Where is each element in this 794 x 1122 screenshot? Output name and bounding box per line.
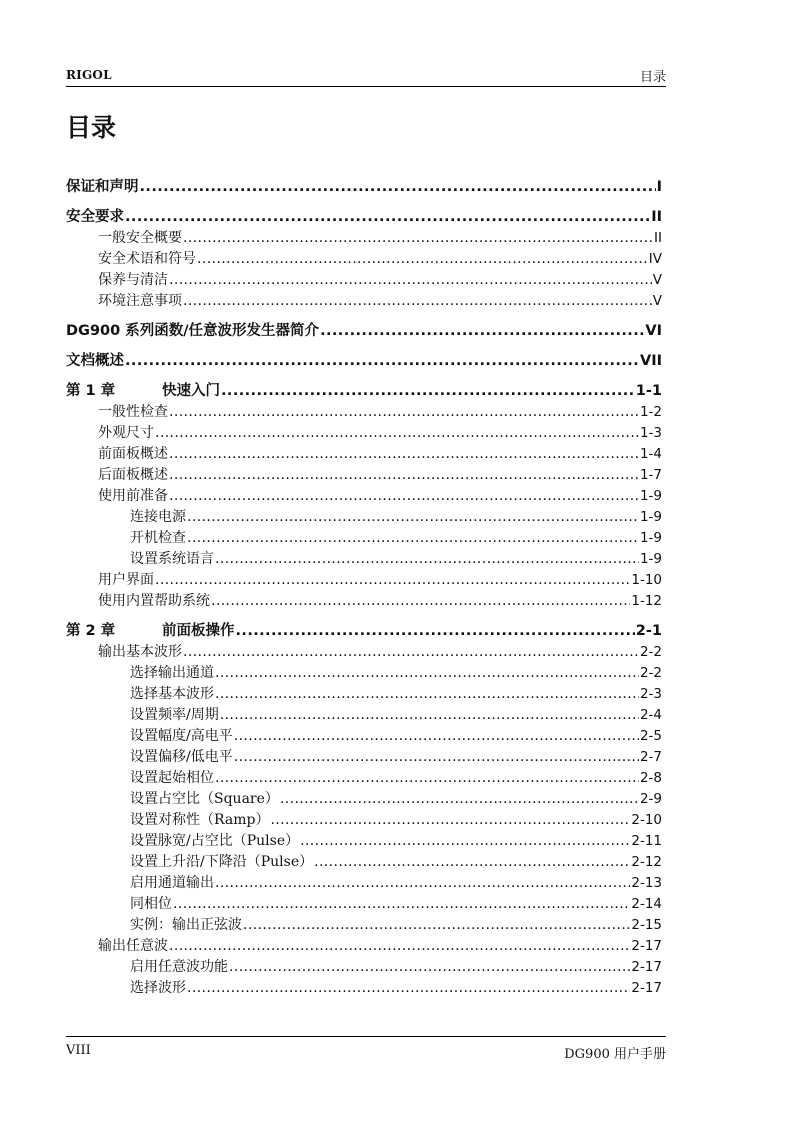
toc-page-number: VI (645, 323, 662, 339)
toc-entry-text: 输出基本波形 (98, 644, 182, 660)
toc-entry-title (130, 507, 186, 528)
toc-entry-safety-terms[interactable] (66, 249, 662, 270)
toc-entry-title (130, 684, 214, 705)
toc-page-number: 2-15 (631, 917, 662, 933)
dot-leader (234, 726, 639, 747)
toc-entry-select-channel[interactable] (66, 663, 662, 684)
toc-chapter-number: 第 2 章 (66, 623, 116, 639)
dot-leader (125, 351, 639, 372)
dot-leader (243, 915, 630, 936)
toc-page-number: 2-9 (639, 791, 662, 807)
toc-entry-prep[interactable] (66, 486, 662, 507)
toc-entry-text: 设置对称性（Ramp） (130, 812, 270, 828)
toc-entry-title (130, 957, 228, 978)
dot-leader (169, 402, 639, 423)
toc-entry-title (98, 423, 154, 444)
toc-page-number: 2-17 (631, 980, 662, 996)
dot-leader (300, 831, 630, 852)
toc-entry-title (98, 936, 168, 957)
toc-page-number: II (654, 230, 662, 246)
toc-entry-text: 保养与清洁 (98, 272, 168, 288)
toc-entry-title (130, 894, 172, 915)
dot-leader (155, 570, 630, 591)
toc-page-number: V (652, 293, 662, 309)
toc-page-number: 1-9 (639, 488, 662, 504)
toc-entry-text: 后面板概述 (98, 467, 168, 483)
toc-entry-warranty[interactable] (66, 177, 662, 198)
toc-entry-text: 安全术语和符号 (98, 251, 196, 267)
toc-entry-language[interactable] (66, 549, 662, 570)
toc-page-number: 1-3 (639, 425, 662, 441)
toc-entry-edges[interactable] (66, 852, 662, 873)
toc-entry-help[interactable] (66, 591, 662, 612)
toc-entry-text: 一般性检查 (98, 404, 168, 420)
toc-entry-title (130, 528, 186, 549)
dot-leader (187, 507, 639, 528)
toc-page-number: 2-5 (639, 728, 662, 744)
toc-entry-text: 文档概述 (66, 353, 124, 369)
dot-leader (187, 528, 639, 549)
footer-page-number: VIII (66, 1043, 91, 1058)
dot-leader (169, 936, 630, 957)
dot-leader (270, 810, 630, 831)
toc-entry-title (98, 249, 196, 270)
toc-entry-text: 连接电源 (130, 509, 186, 525)
dot-leader (197, 249, 648, 270)
toc-page-number: I (656, 179, 662, 195)
toc-entry-text: 设置系统语言 (130, 551, 214, 567)
toc-chapter-number: 第 1 章 (66, 383, 116, 399)
toc-entry-text: 开机检查 (130, 530, 186, 546)
toc-page-number: 2-11 (631, 833, 662, 849)
toc-entry-dimensions[interactable] (66, 423, 662, 444)
dot-leader (280, 789, 639, 810)
toc-entry-title (130, 747, 233, 768)
toc-page-number: 2-14 (631, 896, 662, 912)
toc-entry-title (130, 810, 269, 831)
toc-entry-select-wave[interactable] (66, 978, 662, 999)
toc-entry-text: DG900 系列函数/任意波形发生器简介 (66, 323, 320, 339)
toc-entry-text: 设置占空比（Square） (130, 791, 279, 807)
toc-entry-amp[interactable] (66, 726, 662, 747)
dot-leader (215, 549, 639, 570)
toc-entry-environment[interactable] (66, 291, 662, 312)
toc-page-number: 2-4 (639, 707, 662, 723)
toc-entry-power-on[interactable] (66, 528, 662, 549)
toc-entry-title (66, 621, 235, 642)
toc-entry-safety[interactable] (66, 207, 662, 228)
dot-leader (187, 978, 630, 999)
toc-entry-rear-panel[interactable] (66, 465, 662, 486)
toc-page-number: 2-17 (631, 938, 662, 954)
header-section-label: 目录 (639, 70, 666, 85)
toc-page-number: 1-1 (635, 383, 662, 399)
toc-entry-title (130, 663, 214, 684)
toc-entry-duty-square[interactable] (66, 789, 662, 810)
toc-entry-text: 前面板操作 (162, 623, 235, 639)
toc-entry-title (98, 465, 168, 486)
toc-entry-arb-wave[interactable] (66, 936, 662, 957)
toc-entry-title (98, 570, 154, 591)
dot-leader (236, 621, 635, 642)
toc-entry-title (130, 768, 214, 789)
toc-entry-title (98, 270, 168, 291)
toc-entry-text: 使用内置帮助系统 (98, 593, 210, 609)
toc-entry-text: 同相位 (130, 896, 172, 912)
dot-leader (320, 321, 644, 342)
toc-page-number: 2-8 (639, 770, 662, 786)
toc-entry-basic-wave[interactable] (66, 642, 662, 663)
toc-entry-title (98, 402, 168, 423)
toc-page-number: 2-17 (631, 959, 662, 975)
dot-leader (215, 684, 639, 705)
toc-entry-title (130, 978, 186, 999)
toc-page-number: 1-9 (639, 530, 662, 546)
toc-entry-text: 选择波形 (130, 980, 186, 996)
toc-entry-title (130, 831, 299, 852)
toc-entry-title (66, 321, 319, 342)
toc-entry-text: 安全要求 (66, 209, 124, 225)
toc-entry-select-basic-wave[interactable] (66, 684, 662, 705)
dot-leader (215, 663, 639, 684)
dot-leader (221, 381, 635, 402)
toc-entry-text: 用户界面 (98, 572, 154, 588)
toc-entry-title (66, 207, 124, 228)
footer-manual-title: DG900 用户手册 (564, 1047, 666, 1062)
toc-entry-text: 设置幅度/高电平 (130, 728, 233, 744)
toc-entry-text: 设置起始相位 (130, 770, 214, 786)
toc-entry-freq[interactable] (66, 705, 662, 726)
toc-entry-ui[interactable] (66, 570, 662, 591)
dot-leader (169, 465, 639, 486)
toc-entry-text: 保证和声明 (66, 179, 139, 195)
toc-entry-text: 选择输出通道 (130, 665, 214, 681)
dot-leader (169, 270, 652, 291)
dot-leader (183, 228, 653, 249)
toc-entry-text: 使用前准备 (98, 488, 168, 504)
toc-entry-text: 前面板概述 (98, 446, 168, 462)
toc-entry-text: 启用任意波功能 (130, 959, 228, 975)
page-header (66, 62, 666, 87)
dot-leader (215, 768, 639, 789)
toc-entry-general-inspection[interactable] (66, 402, 662, 423)
toc-page-number: 1-10 (631, 572, 662, 588)
toc-entry-symmetry[interactable] (66, 810, 662, 831)
toc-page-number: IV (648, 251, 662, 267)
toc-entry-power[interactable] (66, 507, 662, 528)
toc-entry-title (130, 852, 313, 873)
toc-entry-title (130, 915, 242, 936)
toc-entry-enable-output[interactable] (66, 873, 662, 894)
toc-entry-text: 输出任意波 (98, 938, 168, 954)
dot-leader (229, 957, 630, 978)
toc-entry-title (66, 351, 124, 372)
dot-leader (215, 873, 630, 894)
toc-entry-text: 设置脉宽/占空比（Pulse） (130, 833, 300, 849)
toc-page-number: 2-13 (631, 875, 662, 891)
brand-logo-text: RIGOL (66, 68, 112, 82)
toc-entry-ch2[interactable] (66, 621, 662, 642)
dot-leader (173, 894, 630, 915)
toc-entry-title (98, 486, 168, 507)
toc-page-number: 1-12 (631, 593, 662, 609)
toc-page-number: 2-2 (639, 644, 662, 660)
toc-entry-maintenance[interactable] (66, 270, 662, 291)
toc-page-number: II (651, 209, 662, 225)
dot-leader (220, 705, 639, 726)
toc-page-number: V (652, 272, 662, 288)
toc-entry-title (66, 381, 220, 402)
dot-leader (140, 177, 656, 198)
toc-entry-text: 环境注意事项 (98, 293, 182, 309)
toc-entry-title (130, 873, 214, 894)
toc-entry-title (98, 291, 182, 312)
toc-page-number: VII (639, 353, 662, 369)
dot-leader (183, 642, 639, 663)
toc-entry-title (130, 726, 233, 747)
toc-entry-align-phase[interactable] (66, 894, 662, 915)
toc-entry-dg900-intro[interactable] (66, 321, 662, 342)
dot-leader (125, 207, 650, 228)
toc-page-number: 2-1 (635, 623, 662, 639)
toc-entry-example-sine[interactable] (66, 915, 662, 936)
toc-page-number: 1-2 (639, 404, 662, 420)
dot-leader (169, 486, 639, 507)
toc-entry-text: 设置偏移/低电平 (130, 749, 233, 765)
toc-entry-title (98, 642, 182, 663)
toc-page-number: 2-10 (631, 812, 662, 828)
dot-leader (314, 852, 630, 873)
page-title: 目录 (66, 113, 117, 142)
toc-entry-title (130, 705, 219, 726)
toc-entry-title (98, 444, 168, 465)
toc-entry-text: 设置频率/周期 (130, 707, 219, 723)
toc-page-number: 2-12 (631, 854, 662, 870)
toc-page-number: 2-3 (639, 686, 662, 702)
toc-entry-ch1[interactable] (66, 381, 662, 402)
toc-entry-title (130, 789, 279, 810)
page-footer (66, 1036, 666, 1062)
toc-entry-text: 一般安全概要 (98, 230, 182, 246)
dot-leader (183, 291, 652, 312)
dot-leader (155, 423, 639, 444)
toc-entry-title (98, 228, 182, 249)
toc-entry-enable-arb[interactable] (66, 957, 662, 978)
toc-page-number: 1-4 (639, 446, 662, 462)
toc-entry-text: 选择基本波形 (130, 686, 214, 702)
toc-entry-safety-overview[interactable] (66, 228, 662, 249)
toc-entry-text: 快速入门 (162, 383, 220, 399)
dot-leader (169, 444, 639, 465)
toc-entry-offset[interactable] (66, 747, 662, 768)
toc-page-number: 1-9 (639, 509, 662, 525)
toc-entry-phase[interactable] (66, 768, 662, 789)
toc-page-number: 2-2 (639, 665, 662, 681)
toc-entry-text: 外观尺寸 (98, 425, 154, 441)
toc-entry-title (130, 549, 214, 570)
toc-entry-text: 设置上升沿/下降沿（Pulse） (130, 854, 314, 870)
toc-entry-text: 实例：输出正弦波 (130, 917, 242, 933)
toc-entry-title (98, 591, 210, 612)
toc-entry-title (66, 177, 139, 198)
toc-page-number: 1-7 (639, 467, 662, 483)
table-of-contents (66, 168, 662, 999)
toc-entry-doc-overview[interactable] (66, 351, 662, 372)
toc-page-number: 2-7 (639, 749, 662, 765)
toc-entry-text: 启用通道输出 (130, 875, 214, 891)
dot-leader (211, 591, 630, 612)
dot-leader (234, 747, 639, 768)
toc-page-number: 1-9 (639, 551, 662, 567)
toc-entry-pulse-width[interactable] (66, 831, 662, 852)
toc-entry-front-panel[interactable] (66, 444, 662, 465)
